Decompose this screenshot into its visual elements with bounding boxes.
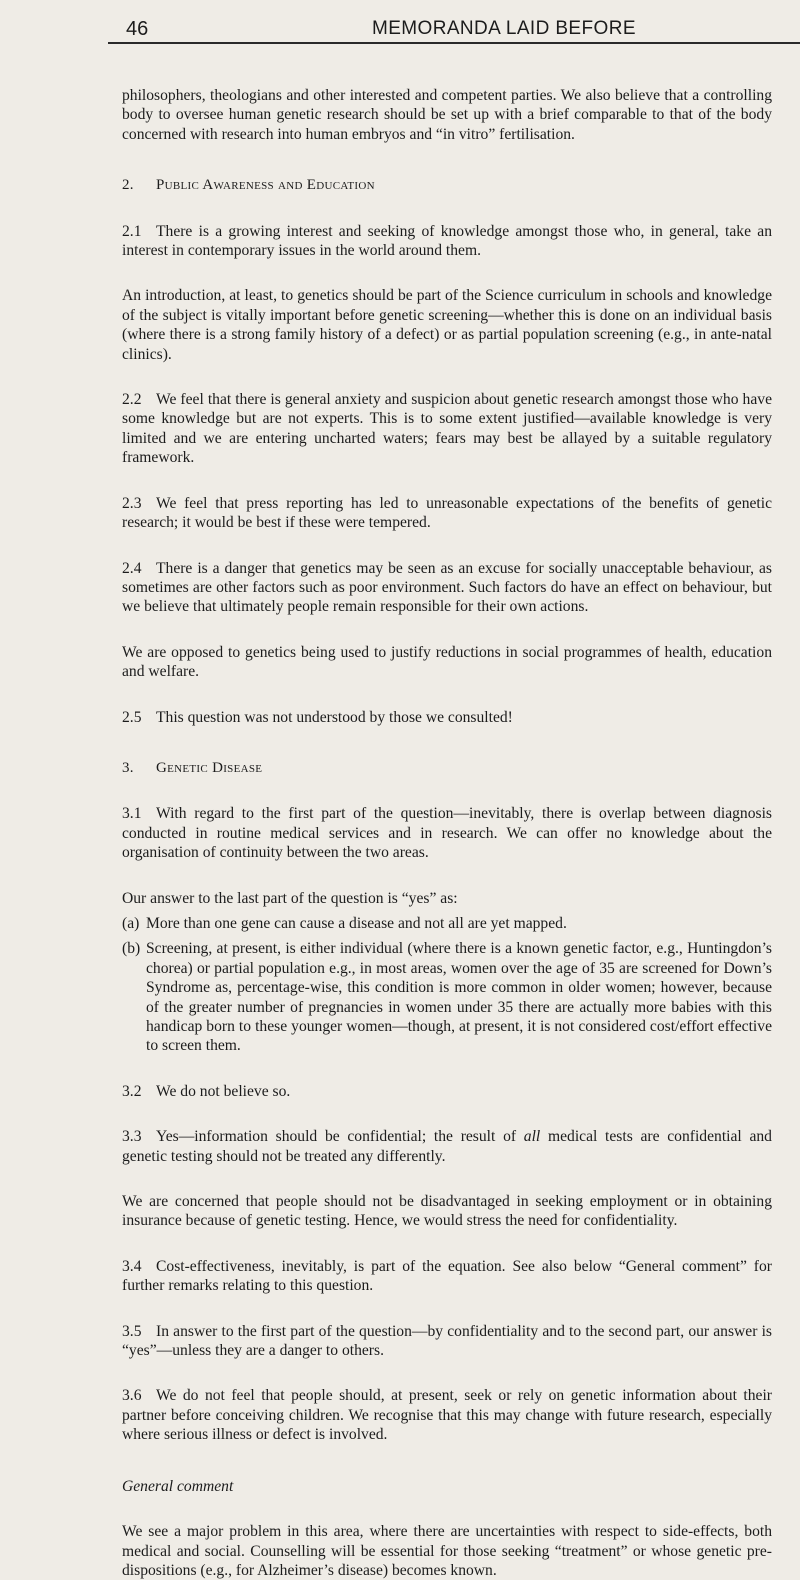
paragraph-2-4 [122, 559, 772, 617]
paragraph-2-1-text: There is a growing interest and seeking of knowledge amongst those who, in general, take an interest in contemporary issues in the world around them. [122, 222, 772, 260]
paragraph-2-4-text: There is a danger that genetics may be seen as an excuse for socially unacceptable behaviour, as sometimes are other factors such as poor environment. Such factors do have an effect on behaviour, but we believe that ultimately people remain responsible for their own actions. [122, 559, 772, 616]
list-item-a-text: More than one gene can cause a disease and not all are yet mapped. [146, 914, 567, 932]
paragraph-2-2-text: We feel that there is general anxiety and suspicion about genetic research amongst those who have some knowledge but are not experts. This is to some extent justified—available knowledge is very limited and we are entering uncharted waters; fears may best be allayed by a suitable regulatory framework. [122, 391, 772, 467]
paragraph-3-6-number: 3.6 [122, 1387, 142, 1405]
list-item-b-text: Screening, at present, is either individual (where there is a known genetic factor, e.g., Huntingdon’s chorea) or partial population e.g., in most areas, women over the age of 35 are screened for Down’s Syndrome as, percentage-wise, this condition is more common in older women; however, because of the greater number of pregnancies in women under 35 there are actually more babies with this handicap born to these younger women—though, at present, it is not considered cost/effort effective to screen them. [146, 940, 772, 1055]
section-3-number: 3. [122, 759, 134, 776]
paragraph-2-2 [122, 390, 772, 468]
paragraph-3-6 [122, 1386, 772, 1444]
paragraph-3-2-number: 3.2 [122, 1082, 142, 1100]
paragraph-3-4-number: 3.4 [122, 1257, 142, 1275]
list-item-b-label: (b) [122, 940, 141, 958]
paragraph-3-4-text: Cost-effectiveness, inevitably, is part of the equation. See also below “General comment” for further remarks relating to this question. [122, 1257, 772, 1295]
paragraph-3-3-text-post: medical tests are confidential and genetic testing should not be treated any differently. [122, 1128, 772, 1165]
answer-list [122, 914, 772, 1056]
page-number: 46 [126, 18, 149, 40]
section-3-heading [122, 759, 772, 778]
paragraph-3-3-number: 3.3 [122, 1128, 142, 1146]
paragraph-3-5 [122, 1322, 772, 1361]
page-header [0, 14, 800, 44]
paragraph-2-3-number: 2.3 [122, 494, 142, 512]
paragraph-3-1-text: With regard to the first part of the question—inevitably, there is overlap between diagnosis conducted in routine medical services and in research. We can offer no knowledge about the organisation of continuity between the two areas. [122, 805, 772, 862]
paragraph-2-4-number: 2.4 [122, 559, 142, 577]
paragraph-2-2-number: 2.2 [122, 391, 142, 409]
paragraph-3-3b: We are concerned that people should not be disadvantaged in seeking employment or in obtaining insurance because of genetic testing. Hence, we would stress the need for confidentiality. [122, 1193, 772, 1230]
header-rule [108, 42, 800, 44]
paragraph-3-4 [122, 1257, 772, 1296]
paragraph-2-5-number: 2.5 [122, 708, 142, 726]
paragraph-3-1 [122, 804, 772, 862]
paragraph-3-2-text: We do not believe so. [156, 1082, 291, 1100]
list-item-a [122, 914, 772, 933]
section-3-title: Genetic Disease [156, 759, 263, 776]
paragraph-3-3-emphasis: all [523, 1128, 541, 1146]
list-item-b [122, 939, 772, 1055]
paragraph-2-5 [122, 708, 772, 727]
general-comment-text: We see a major problem in this area, where there are uncertainties with respect to side-effects, both medical and social. Counselling will be essential for those seeking “treatment” or whose genetic pre-dispositions (e.g., for Alzheimer’s disease) becomes known. [122, 1523, 772, 1579]
paragraph-2-1-number: 2.1 [122, 222, 142, 240]
page-body [122, 86, 772, 1580]
paragraph-3-3-text-pre: Yes—information should be confidential; the result of [156, 1128, 524, 1146]
paragraph-2-1b: An introduction, at least, to genetics should be part of the Science curriculum in schools and knowledge of the subject is vitally important before genetic screening—whether this is done on an individual basis (where there is a strong family history of a defect) or as partial population screening (e.g., in ante-natal clinics). [122, 287, 772, 363]
paragraph-3-1-number: 3.1 [122, 805, 142, 823]
list-item-a-label: (a) [122, 914, 140, 932]
section-2-number: 2. [122, 177, 134, 194]
paragraph-3-5-number: 3.5 [122, 1322, 142, 1340]
paragraph-2-3 [122, 494, 772, 533]
paragraph-2-1 [122, 222, 772, 261]
paragraph-3-6-text: We do not feel that people should, at present, seek or rely on genetic information about their partner before conceiving children. We recognise that this may change with future research, especially where serious illness or defect is involved. [122, 1387, 772, 1444]
intro-paragraph: philosophers, theologians and other interested and competent parties. We also believe that a controlling body to oversee human genetic research should be set up with a brief comparable to that of the body concerned with research into human embryos and “in vitro” fertilisation. [122, 87, 772, 143]
paragraph-2-5-text: This question was not understood by those we consulted! [156, 708, 513, 726]
paragraph-2-4b: We are opposed to genetics being used to justify reductions in social programmes of health, education and welfare. [122, 643, 772, 681]
section-2-heading [122, 176, 772, 195]
running-head: MEMORANDA LAID BEFORE [372, 18, 636, 39]
paragraph-2-3-text: We feel that press reporting has led to unreasonable expectations of the benefits of genetic research; it would be best if these were tempered. [122, 494, 772, 532]
paragraph-3-5-text: In answer to the first part of the question—by confidentiality and to the second part, our answer is “yes”—unless they are a danger to others. [122, 1322, 772, 1360]
paragraph-3-2 [122, 1082, 772, 1101]
paragraph-3-3 [122, 1127, 772, 1166]
section-2-title: Public Awareness and Education [156, 177, 375, 194]
paragraph-3-1b: Our answer to the last part of the question is “yes” as: [122, 889, 458, 907]
general-comment-heading: General comment [122, 1477, 234, 1495]
